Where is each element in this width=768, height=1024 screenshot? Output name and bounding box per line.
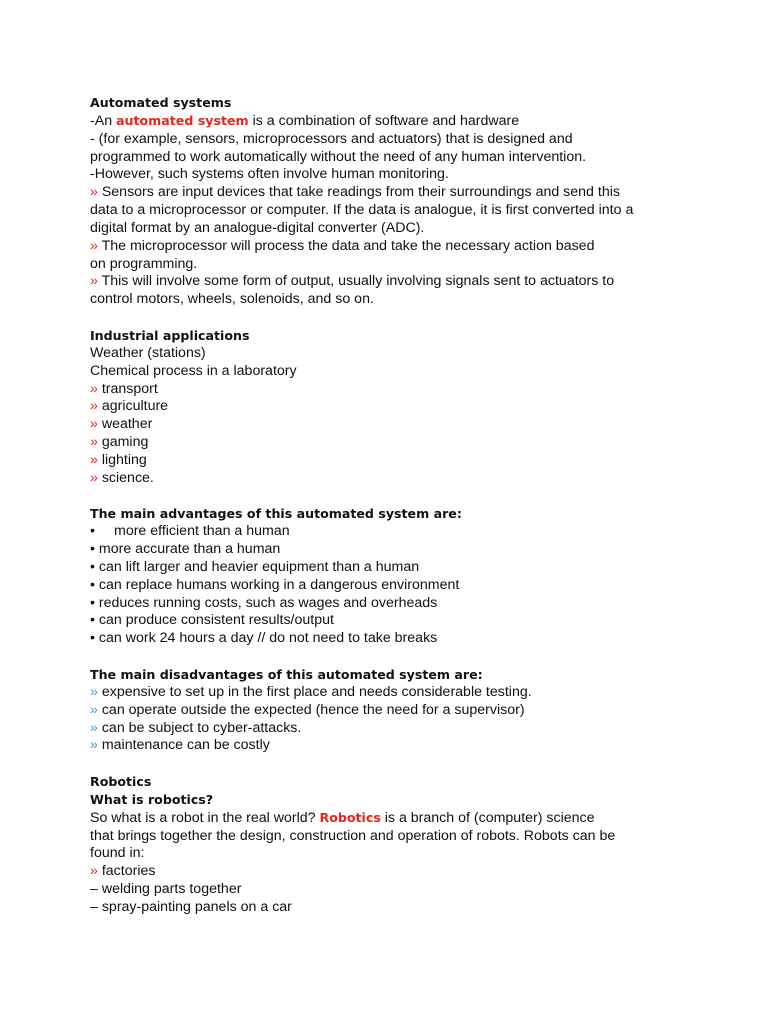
paragraph-line: -An automated system is a combination of software and hardware [90, 112, 520, 129]
spacer [90, 488, 730, 506]
list-item: • more accurate than a human [90, 541, 281, 558]
paragraph-line: data to a microprocessor or computer. If the data is analogue, it is first converted into a [90, 202, 634, 219]
marker: » [90, 237, 98, 254]
list-item: » weather [90, 416, 153, 433]
list-item: Weather (stations) [90, 344, 206, 361]
marker: » [90, 451, 98, 468]
paragraph-line: - (for example, sensors, microprocessors and actuators) that is designed and [90, 130, 573, 147]
list-item: • reduces running costs, such as wages and overheads [90, 594, 438, 611]
marker: » [90, 701, 98, 718]
list-item: » transport [90, 380, 158, 397]
heading-disadvantages: The main disadvantages of this automated system are: [90, 667, 483, 682]
paragraph-line: So what is a robot in the real world? Robotics is a branch of (computer) science [90, 809, 595, 826]
list-item: • more efficient than a human [90, 523, 290, 540]
list-item: » maintenance can be costly [90, 737, 270, 754]
heading-industrial-applications: Industrial applications [90, 327, 250, 343]
subheading-what-is-robotics: What is robotics? [90, 791, 214, 807]
paragraph-line: found in: [90, 845, 145, 862]
list-item: – spray-painting panels on a car [90, 898, 292, 915]
paragraph-line: on programming. [90, 255, 198, 272]
paragraph-line: digital format by an analogue-digital converter (ADC). [90, 219, 425, 236]
marker: » [90, 398, 98, 415]
paragraph-line: that brings together the design, construction and operation of robots. Robots can be [90, 827, 616, 844]
list-item: • can lift larger and heavier equipment than a human [90, 558, 420, 575]
keyword-robotics: Robotics [319, 809, 381, 825]
marker: » [90, 737, 98, 754]
list-item: » can operate outside the expected (hence the need for a supervisor) [90, 701, 525, 718]
heading-advantages: The main advantages of this automated system are: [90, 506, 462, 522]
list-item: » lighting [90, 451, 147, 468]
marker: » [90, 184, 98, 201]
marker: » [90, 434, 98, 451]
heading-robotics: Robotics [90, 774, 152, 790]
list-item: • can replace humans working in a dangerous environment [90, 576, 460, 593]
heading-automated-systems: Automated systems [90, 95, 232, 110]
list-item: » expensive to set up in the first place and needs considerable testing. [90, 683, 532, 700]
paragraph-line: control motors, wheels, solenoids, and so on. [90, 291, 374, 308]
paragraph-line: -However, such systems often involve human monitoring. [90, 166, 449, 183]
bullet: • [90, 523, 95, 540]
marker: » [90, 380, 98, 397]
marker: » [90, 273, 98, 290]
paragraph-line: » This will involve some form of output, usually involving signals sent to actuators to [90, 273, 615, 290]
list-item: • can work 24 hours a day // do not need to take breaks [90, 630, 438, 647]
list-item: » factories [90, 863, 156, 880]
marker: » [90, 719, 98, 736]
paragraph-line: programmed to work automatically without the need of any human intervention. [90, 148, 587, 165]
list-item: – welding parts together [90, 881, 242, 898]
spacer [90, 755, 730, 773]
spacer [90, 648, 730, 666]
keyword-automated-system: automated system [116, 112, 249, 128]
paragraph-line: » Sensors are input devices that take readings from their surroundings and send this [90, 184, 620, 201]
spacer [90, 309, 730, 327]
list-item: » agriculture [90, 398, 169, 415]
document-page [90, 94, 730, 917]
list-item: » gaming [90, 434, 149, 451]
paragraph-line: » The microprocessor will process the data and take the necessary action based [90, 237, 595, 254]
marker: » [90, 863, 98, 880]
list-item: » can be subject to cyber-attacks. [90, 719, 302, 736]
list-item: Chemical process in a laboratory [90, 362, 297, 379]
marker: » [90, 683, 98, 700]
marker: » [90, 469, 98, 486]
list-item: » science. [90, 469, 154, 486]
list-item: • can produce consistent results/output [90, 612, 334, 629]
marker: » [90, 416, 98, 433]
